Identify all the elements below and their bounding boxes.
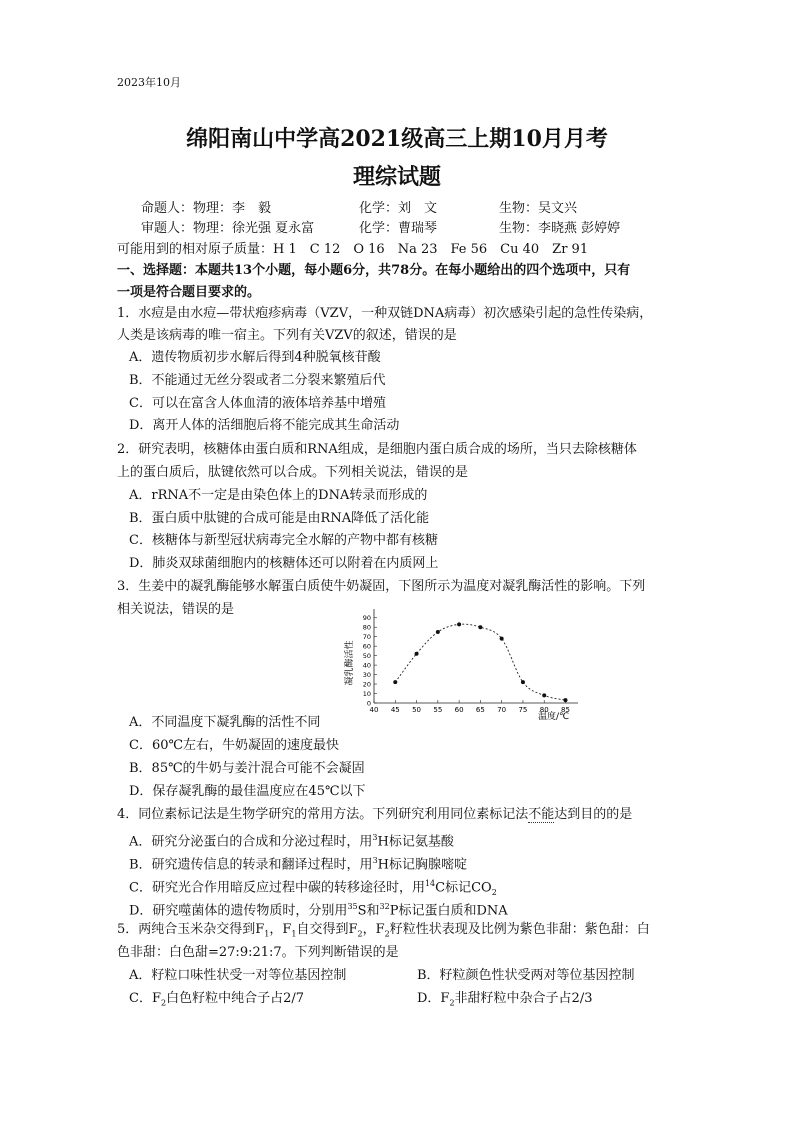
q4-c-sup: 14 (424, 879, 436, 888)
q4-option-a (129, 829, 454, 851)
q4-stem-pre: 4．同位素标记法是生物学研究的常用方法。下列研究利用同位素标记法 (117, 807, 529, 822)
q3-option-c: C．60℃左右，牛奶凝固的速度最快 (129, 738, 340, 753)
chart-y-tick-label: 40 (362, 661, 371, 670)
q4-a-text2: H标记氨基酸 (377, 834, 454, 850)
q3-option-a: A．不同温度下凝乳酶的活性不同 (129, 715, 321, 730)
header-date: 2023年10月 (117, 76, 181, 89)
chart-y-tick-label: 60 (362, 642, 371, 651)
chart-data-point (393, 680, 397, 684)
chart-y-tick-label: 0 (366, 699, 371, 708)
setter-physics: 命题人：物理：李 毅 (141, 201, 272, 216)
atomic-masses: 可能用到的相对原子质量：H 1 C 12 O 16 Na 23 Fe 56 Cu 40 Zr 91 (117, 242, 589, 257)
q4-d-text3: P标记蛋白质和DNA (389, 903, 508, 919)
chart-activity-curve (395, 624, 565, 700)
q4-stem-post: 达到目的的是 (554, 807, 633, 822)
q1-option-a: A．遗传物质初步水解后得到4种脱氧核苷酸 (129, 350, 381, 365)
section-heading-cont: 一项是符合题目要求的。 (117, 285, 261, 300)
chart-data-point (563, 698, 567, 702)
chart-data-point (500, 637, 504, 641)
q5-stem-cont: 色非甜：白色甜=27:9:21:7。下列判断错误的是 (117, 945, 399, 960)
chart-x-tick-label: 55 (433, 706, 443, 714)
q5-s3: 2 (357, 929, 363, 939)
chart-y-tick-label: 30 (362, 671, 371, 680)
chart-data-point (478, 625, 482, 629)
q4-d-sup2: 32 (379, 902, 390, 911)
q2-stem-cont: 上的蛋白质后，肽键依然可以合成。下列相关说法，错误的是 (117, 465, 469, 480)
q5-s4: 2 (384, 929, 390, 939)
q5-t3: 自交得到F (296, 922, 358, 937)
reviewer-physics: 审题人：物理：徐光强 夏永富 (141, 221, 315, 236)
reviewer-line (141, 220, 620, 238)
q3-option-d: D．保存凝乳酶的最佳温度应在45℃以下 (129, 784, 366, 799)
setter-chemistry: 化学：刘 文 (359, 201, 438, 216)
chart-x-tick-label: 40 (369, 706, 379, 714)
chart-ylabel: 凝乳酶活性 (345, 640, 355, 686)
q2-option-c: C．核糖体与新型冠状病毒完全水解的产物中都有核糖 (129, 533, 438, 548)
q3-option-b: B．85℃的牛奶与姜汁混合可能不会凝固 (129, 761, 365, 776)
chart-data-point (542, 693, 546, 697)
q5-c-t2: 白色籽粒中纯合子占2/7 (166, 991, 304, 1006)
setter-biology: 生物：吴文兴 (499, 201, 578, 216)
q1-stem-cont: 人类是该病毒的唯一宿主。下列有关VZV的叙述，错误的是 (117, 328, 457, 343)
chart-data-point (415, 652, 419, 656)
chart-y-tick-label: 70 (362, 633, 371, 642)
q5-option-a: A．籽粒口味性状受一对等位基因控制 (129, 968, 347, 983)
chart-y-tick-label: 80 (362, 623, 371, 632)
chart-y-tick-label: 10 (362, 690, 371, 699)
q5-t5: 籽粒性状表现及比例为紫色非甜：紫色甜：白 (389, 922, 650, 937)
q4-b-text: B．研究遗传信息的转录和翻译过程时，用 (129, 857, 373, 873)
setter-line (141, 200, 577, 218)
q3-stem-cont: 相关说法，错误的是 (117, 602, 235, 617)
q2-option-a: A．rRNA不一定是由染色体上的DNA转录而形成的 (129, 488, 428, 503)
q4-stem-emphasis: 不能 (528, 807, 555, 822)
chart-x-tick-label: 65 (475, 706, 485, 714)
q1-option-b: B．不能通过无丝分裂或者二分裂来繁殖后代 (129, 373, 386, 388)
q4-stem (117, 806, 632, 824)
chart-y-tick-label: 50 (362, 652, 371, 661)
q4-a-text: A．研究分泌蛋白的合成和分泌过程时，用 (129, 834, 373, 850)
q5-t4: ，F (362, 922, 385, 937)
section-heading: 一、选择题：本题共13个小题，每小题6分，共78分。在每小题给出的四个选项中，只有 (117, 263, 631, 278)
q4-b-text2: H标记胸腺嘧啶 (377, 857, 467, 873)
q4-c-text2: C标记CO (435, 880, 492, 896)
q5-option-b: B．籽粒颜色性状受两对等位基因控制 (417, 968, 635, 983)
q5-t1: 5．两纯合玉米杂交得到F (117, 922, 265, 937)
q5-d-t1: D．F (417, 991, 450, 1006)
q1-stem: 1．水痘是由水痘—带状疱疹病毒（VZV，一种双链DNA病毒）初次感染引起的急性传染病， (117, 306, 653, 321)
reviewer-chemistry: 化学：曹瑞琴 (359, 221, 438, 236)
chart-y-tick-label: 20 (362, 680, 371, 689)
q5-c-t1: C．F (129, 991, 161, 1006)
chart-y-tick-label: 90 (362, 614, 371, 623)
q4-c-text: C．研究光合作用暗反应过程中碳的转移途径时，用 (129, 880, 425, 896)
q2-option-b: B．蛋白质中肽键的合成可能是由RNA降低了活化能 (129, 511, 430, 526)
q5-s1: 1 (264, 929, 270, 939)
chart-data-point (436, 630, 440, 634)
q4-option-b (129, 852, 467, 874)
q5-t2: ，F (269, 922, 292, 937)
chart-x-tick-label: 45 (390, 706, 400, 714)
chart-x-tick-label: 60 (454, 706, 464, 714)
q4-d-sup1: 35 (347, 902, 358, 911)
q2-option-d: D．肺炎双球菌细胞内的核糖体还可以附着在内质网上 (129, 556, 439, 571)
q5-s2: 1 (291, 929, 297, 939)
chart-xlabel: 温度/℃ (538, 712, 570, 722)
chart-x-tick-label: 70 (497, 706, 507, 714)
exam-title: 绵阳南山中学高2021级高三上期10月月考 (186, 126, 608, 152)
q4-b-sup: 3 (372, 856, 378, 865)
q5-d-t2: 非甜籽粒中杂合子占2/3 (454, 991, 593, 1006)
q4-a-sup: 3 (372, 833, 378, 842)
chart-x-tick-label: 85 (561, 706, 570, 714)
q5-c-sub: 2 (160, 998, 167, 1008)
q2-stem: 2．研究表明，核糖体由蛋白质和RNA组成，是细胞内蛋白质合成的场所，当只去除核糖体 (117, 442, 637, 457)
chart-data-point (521, 680, 525, 684)
q4-d-text: D．研究噬菌体的遗传物质时，分别用 (129, 903, 348, 919)
enzyme-activity-chart (342, 605, 582, 723)
exam-subtitle: 理综试题 (352, 164, 441, 190)
q5-stem (117, 921, 650, 944)
q5-d-sub: 2 (449, 998, 455, 1008)
q3-stem: 3．生姜中的凝乳酶能够水解蛋白质使牛奶凝固，下图所示为温度对凝乳酶活性的影响。下列 (117, 579, 646, 594)
chart-x-tick-label: 75 (518, 706, 528, 714)
reviewer-biology: 生物：李晓燕 彭婷婷 (499, 221, 621, 236)
q1-option-d: D．离开人体的活细胞后将不能完成其生命活动 (129, 418, 400, 433)
q4-c-sub: 2 (491, 887, 497, 897)
chart-x-tick-label: 50 (412, 706, 422, 714)
q4-d-text2: S和 (357, 903, 380, 919)
q5-option-d (417, 990, 592, 1013)
chart-data-point (457, 622, 461, 626)
q5-option-c (129, 990, 304, 1013)
chart-x-tick-label: 80 (539, 706, 549, 714)
q4-option-d (129, 898, 508, 920)
q1-option-c: C．可以在富含人体血清的液体培养基中增殖 (129, 396, 386, 411)
